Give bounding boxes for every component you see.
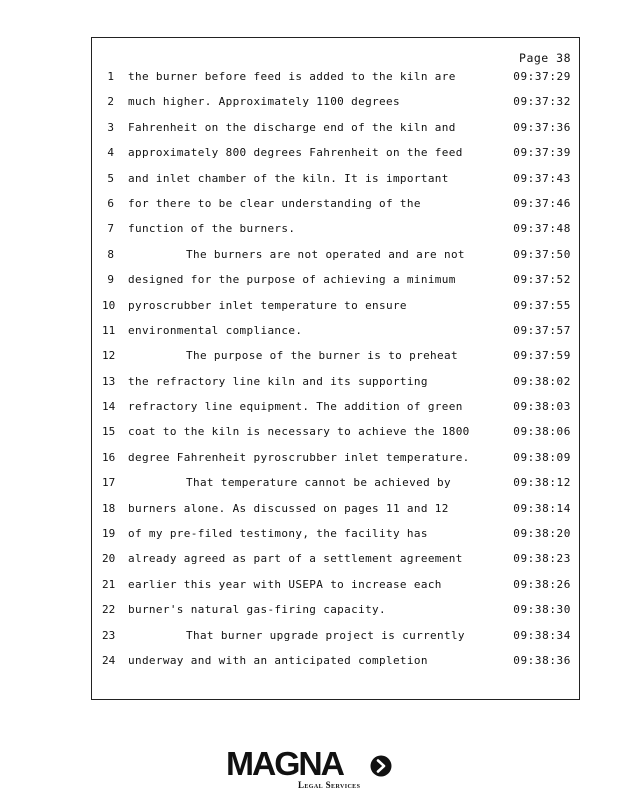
line-number: 19 [102,527,116,541]
transcript-line [92,552,579,577]
timestamp: 09:37:48 [513,222,571,236]
line-text: and inlet chamber of the kiln. It is important [128,171,449,185]
magna-logo [222,746,394,792]
timestamp: 09:38:20 [513,527,571,541]
line-text: The burners are not operated and are not [186,247,465,261]
timestamp: 09:37:43 [513,171,571,185]
timestamp: 09:38:02 [513,374,571,388]
line-number: 9 [107,273,114,287]
timestamp: 09:37:50 [513,247,571,261]
transcript-line [92,349,579,374]
line-text: the burner before feed is added to the kiln are [128,70,456,83]
line-text: refractory line equipment. The addition of green [128,400,463,414]
line-number: 1 [107,70,114,83]
transcript-line [92,172,579,197]
line-number: 18 [102,501,116,515]
line-number: 12 [102,349,116,363]
line-number: 2 [107,95,114,109]
transcript-line [92,222,579,247]
line-text: the refractory line kiln and its supporting [128,374,428,388]
timestamp: 09:38:34 [513,628,571,642]
line-text: That burner upgrade project is currently [186,628,465,642]
timestamp: 09:38:23 [513,552,571,566]
transcript-line [92,197,579,222]
timestamp: 09:37:55 [513,298,571,312]
line-text: function of the burners. [128,222,296,236]
transcript-line [92,400,579,425]
line-number: 11 [102,323,116,337]
transcript-line [92,70,579,95]
timestamp: 09:38:09 [513,450,571,464]
transcript-line [92,527,579,552]
line-text: The purpose of the burner is to preheat [186,349,458,363]
transcript-line [92,578,579,603]
line-text: burners alone. As discussed on pages 11 and 12 [128,501,449,515]
line-number: 5 [107,171,114,185]
timestamp: 09:37:32 [513,95,571,109]
timestamp: 09:38:26 [513,577,571,591]
timestamp: 09:38:03 [513,400,571,414]
transcript-line [92,451,579,476]
transcript-line [92,299,579,324]
transcript-line [92,425,579,450]
line-number: 15 [102,425,116,439]
transcript-line [92,95,579,120]
line-number: 10 [102,298,116,312]
logo-subtitle: Legal Services [298,780,361,790]
line-text: approximately 800 degrees Fahrenheit on the feed [128,146,463,160]
timestamp: 09:37:39 [513,146,571,160]
line-text: earlier this year with USEPA to increase each [128,577,442,591]
transcript-line [92,603,579,628]
chevron-right-circle-icon [370,755,392,777]
timestamp: 09:38:36 [513,653,571,667]
timestamp: 09:37:29 [513,70,571,83]
line-text: for there to be clear understanding of the [128,196,421,210]
timestamp: 09:37:59 [513,349,571,363]
transcript-line [92,248,579,273]
timestamp: 09:37:57 [513,323,571,337]
line-number: 3 [107,120,114,134]
line-text: burner's natural gas-firing capacity. [128,603,386,617]
line-text: designed for the purpose of achieving a minimum [128,273,456,287]
line-text: environmental compliance. [128,323,303,337]
timestamp: 09:38:14 [513,501,571,515]
line-number: 16 [102,450,116,464]
timestamp: 09:38:30 [513,603,571,617]
line-number: 7 [107,222,114,236]
line-text: underway and with an anticipated completion [128,653,428,667]
transcript-line [92,146,579,171]
line-number: 21 [102,577,116,591]
transcript-line [92,324,579,349]
timestamp: 09:38:12 [513,476,571,490]
transcript-line [92,502,579,527]
line-number: 17 [102,476,116,490]
line-number: 14 [102,400,116,414]
timestamp: 09:37:52 [513,273,571,287]
line-text: degree Fahrenheit pyroscrubber inlet temperature. [128,450,470,464]
line-number: 23 [102,628,116,642]
transcript-line [92,273,579,298]
transcript-page [91,37,580,700]
line-number: 4 [107,146,114,160]
page-number: Page 38 [519,51,571,65]
transcript-line [92,654,579,679]
line-text: Fahrenheit on the discharge end of the kiln and [128,120,456,134]
line-text: coat to the kiln is necessary to achieve the 1800 [128,425,470,439]
line-number: 22 [102,603,116,617]
timestamp: 09:37:36 [513,120,571,134]
line-number: 8 [107,247,114,261]
line-text: of my pre-filed testimony, the facility has [128,527,428,541]
transcript-line [92,375,579,400]
line-number: 6 [107,196,114,210]
line-text: already agreed as part of a settlement agreement [128,552,463,566]
timestamp: 09:38:06 [513,425,571,439]
transcript-line [92,629,579,654]
line-number: 13 [102,374,116,388]
transcript-lines [92,70,579,679]
logo-wordmark: MAGNA [226,745,343,782]
line-text: That temperature cannot be achieved by [186,476,451,490]
line-text: much higher. Approximately 1100 degrees [128,95,400,109]
transcript-line [92,121,579,146]
transcript-line [92,476,579,501]
line-text: pyroscrubber inlet temperature to ensure [128,298,407,312]
line-number: 24 [102,653,116,667]
line-number: 20 [102,552,116,566]
timestamp: 09:37:46 [513,196,571,210]
